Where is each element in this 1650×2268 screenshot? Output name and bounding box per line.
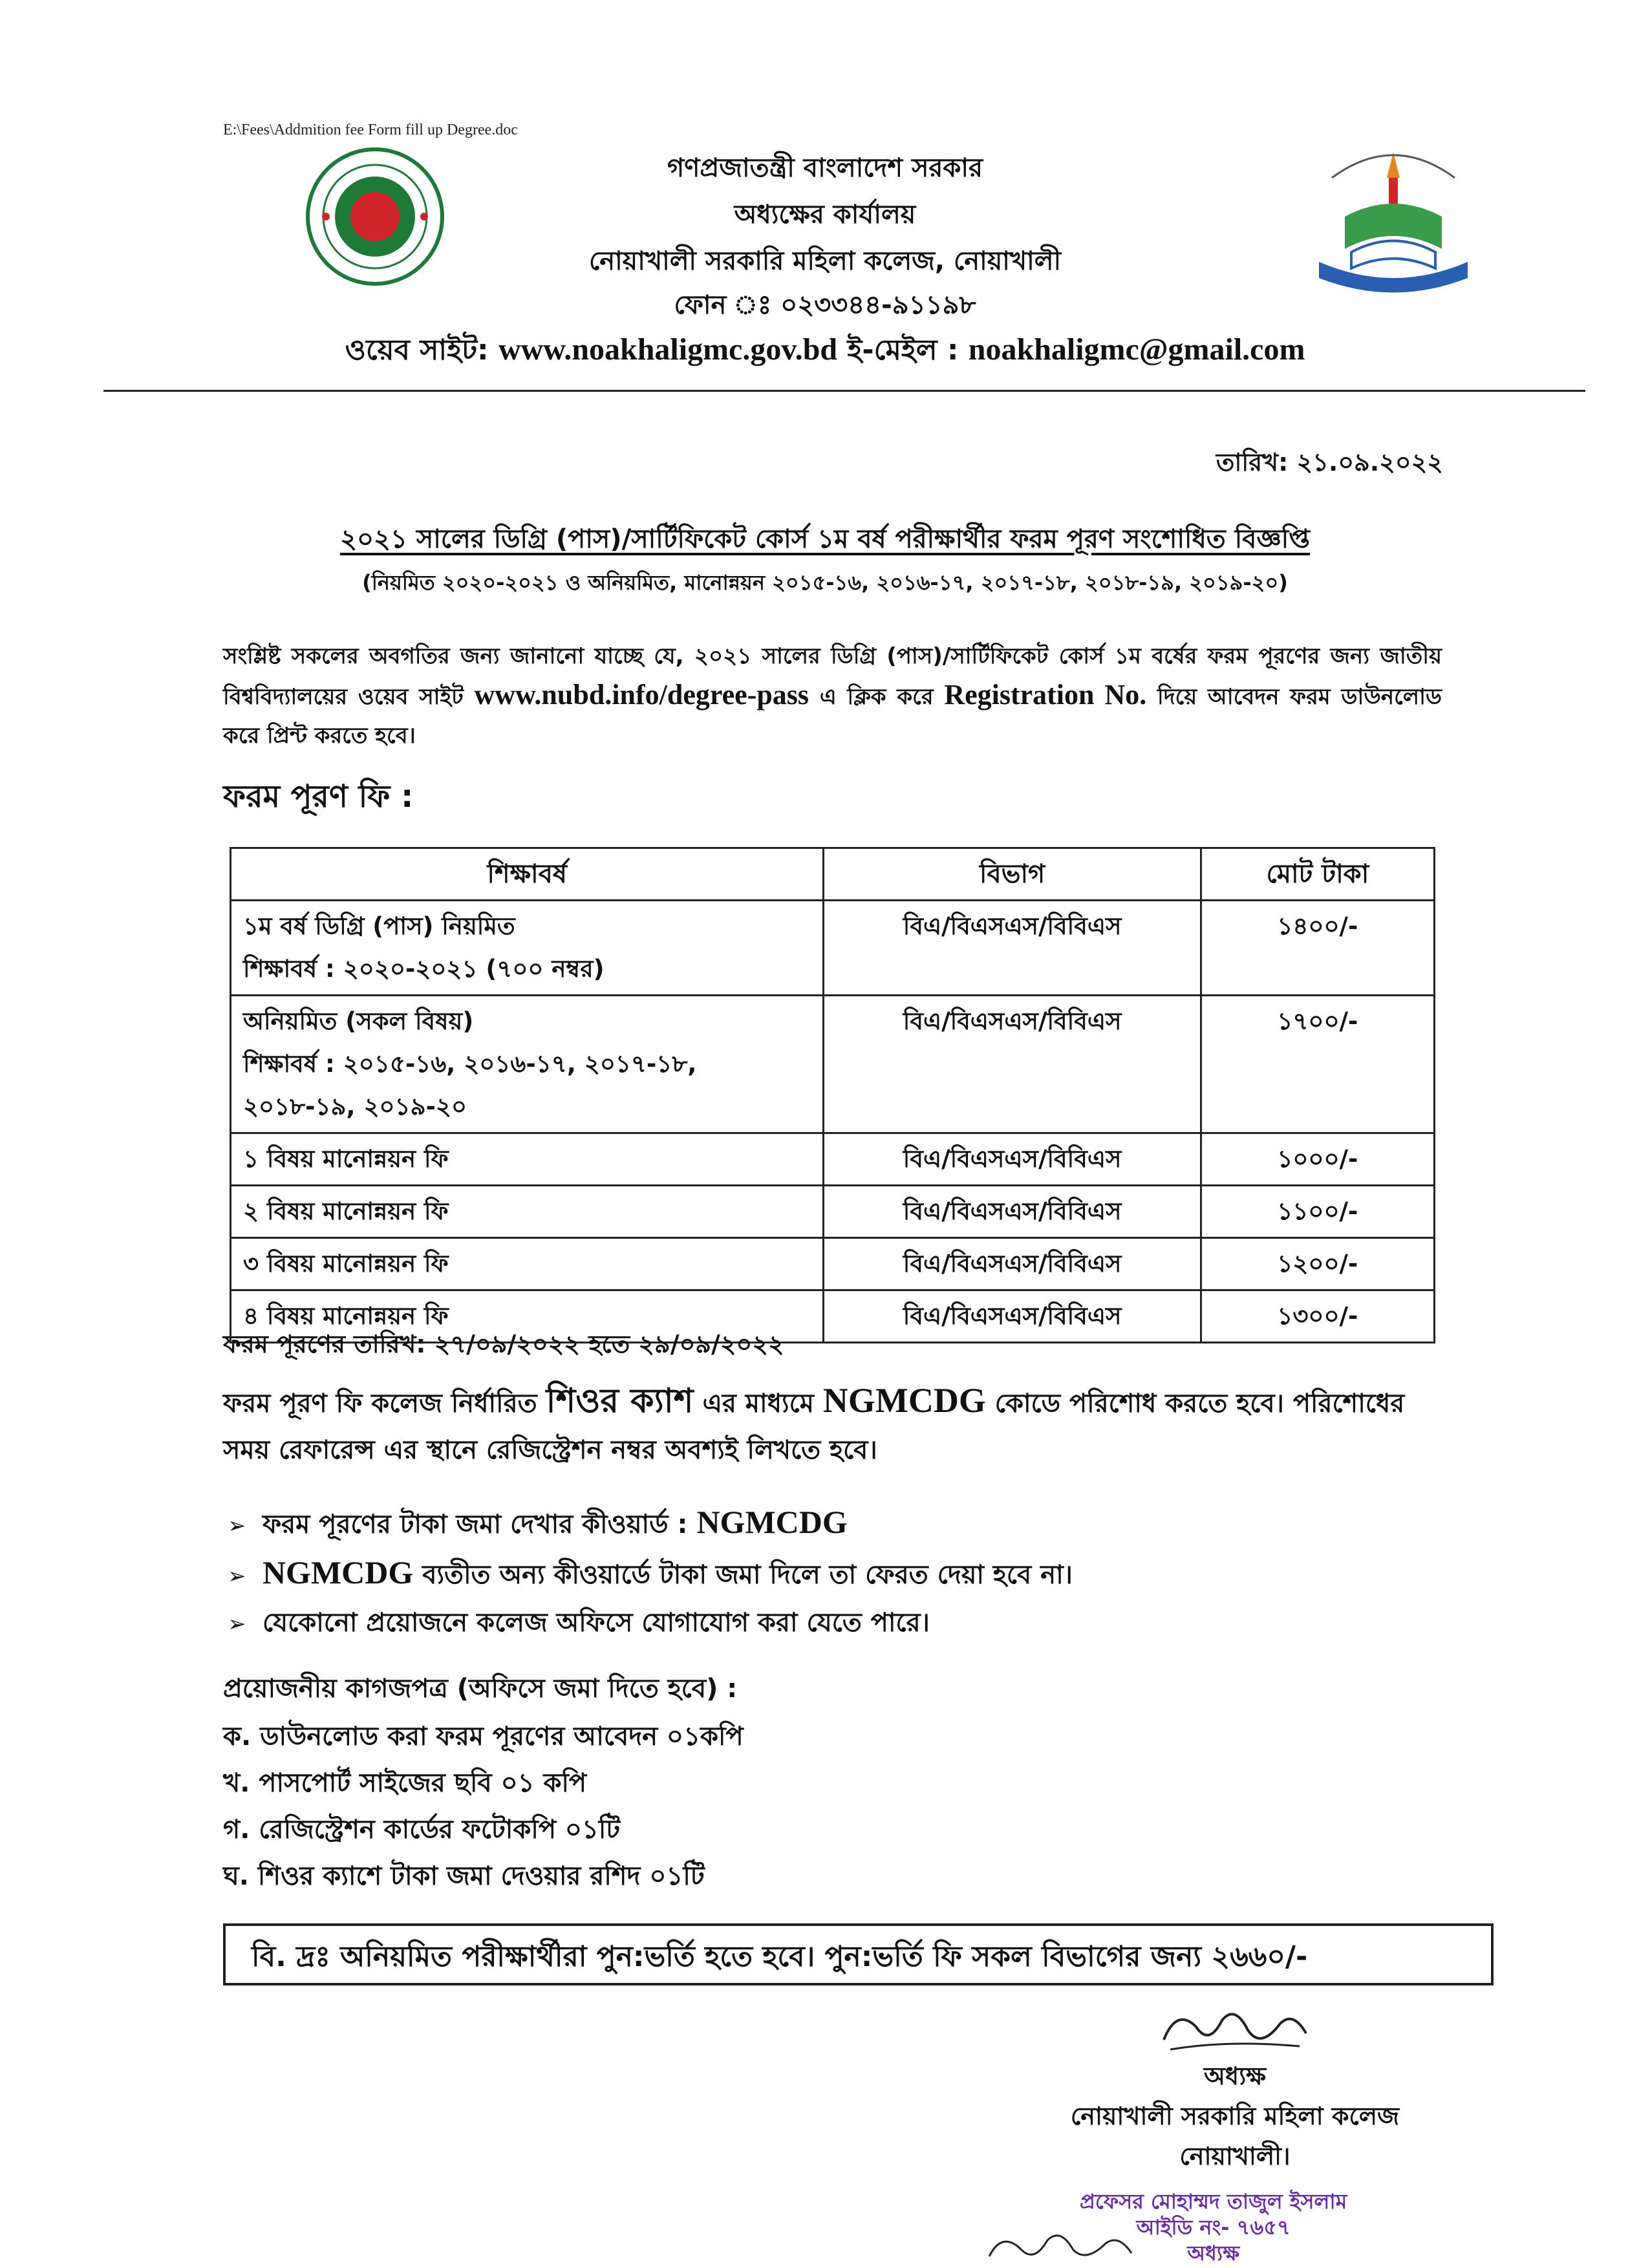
header-phone: ফোন ঃ ০২৩৩৪৪-৯১১৯৮ [674, 290, 976, 320]
cell-session: ৩ বিষয় মানোন্নয়ন ফি [231, 1238, 824, 1290]
nubd-url-link[interactable]: www.nubd.info/degree-pass [474, 679, 809, 711]
web-url-link[interactable]: www.noakhaligmc.gov.bd [498, 332, 838, 367]
email-label: ই-মেইল : [847, 334, 959, 367]
sure-cash-text: শিওর ক্যাশ [546, 1382, 694, 1420]
bullet-text: ফরম পূরণের টাকা জমা দেখার কীওয়ার্ড : [262, 1510, 688, 1539]
fee-table-header-row [231, 848, 1435, 901]
doc-item: খ. পাসপোর্ট সাইজের ছবি ০১ কপি [223, 1768, 587, 1798]
cell-department: বিএ/বিএসএস/বিবিএস [824, 996, 1201, 1133]
cell-session: ১ বিষয় মানোন্নয়ন ফি [231, 1133, 824, 1186]
doc-item: ঘ. শিওর ক্যাশে টাকা জমা দেওয়ার রশিদ ০১টি [223, 1861, 705, 1891]
intro-text-1: সংশ্লিষ্ট সকলের অবগতির জন্য জানানো যাচ্ছে যে, ২০২১ সালের ডিগ্রি (পাস)/সার্টিফিকেট কোর্স ১ম বর্ষের ফরম পূরণের জন্য জাতীয় বিশ্ববিদ্যালয়ের ওয়েব সাইট [223, 643, 1442, 710]
stamp-role: অধ্যক্ষ [1187, 2241, 1240, 2265]
cell-session: ৪ বিষয় মানোন্নয়ন ফি [231, 1290, 824, 1343]
table-row [231, 1238, 1435, 1290]
cell-amount: ১০০০/- [1201, 1133, 1434, 1186]
fee-table [230, 847, 1435, 1343]
cell-session: ২ বিষয় মানোন্নয়ন ফি [231, 1186, 824, 1238]
notice-subtitle: (নিয়মিত ২০২০-২০২১ ও অনিয়মিত, মানোন্নয়ন ২০১৫-১৬, ২০১৬-১৭, ২০১৭-১৮, ২০১৮-১৯, ২০১৯-২০) [362, 570, 1288, 595]
header-amount: মোট টাকা [1201, 848, 1434, 901]
signature-block [1009, 2056, 1461, 2176]
list-item [228, 1549, 1073, 1599]
form-fill-date: ফরম পূরণের তারিখ: ২৭/০৯/২০২২ হতে ২৯/০৯/২০২২ [223, 1330, 784, 1358]
payment-text-3: কোডে পরিশোধ করতে হবে। পরিশোধের সময় রেফারেন্স এর স্থানে রেজিস্ট্রেশন নম্বর অবশ্যই লিখতে হবে। [223, 1389, 1405, 1465]
header-department: বিভাগ [824, 848, 1201, 901]
arrow-bullet-icon: ➢ [228, 1563, 246, 1589]
fee-heading: ফরম পূরণ ফি : [223, 778, 414, 815]
note-box: বি. দ্রঃ অনিয়মিত পরীক্ষার্থীরা পুন:ভর্তি হতে হবে। পুন:ভর্তি ফি সকল বিভাগের জন্য ২৬৬০/- [223, 1923, 1494, 1985]
payment-text-2: এর মাধ্যমে [702, 1389, 814, 1418]
cell-amount: ১৩০০/- [1201, 1290, 1434, 1343]
intro-text-2: এ ক্লিক করে [819, 684, 934, 710]
instruction-list [228, 1499, 1073, 1647]
doc-item: গ. রেজিস্ট্রেশন কার্ডের ফটোকপি ০১টি [223, 1815, 621, 1845]
payment-text-1: ফরম পূরণ ফি কলেজ নির্ধারিত [223, 1389, 537, 1418]
cell-amount: ১১০০/- [1201, 1186, 1434, 1238]
table-row [231, 901, 1435, 996]
table-row [231, 1133, 1435, 1186]
bullet-keyword: NGMCDG [696, 1504, 848, 1540]
notice-title: ২০২১ সালের ডিগ্রি (পাস)/সার্টিফিকেট কোর্স ১ম বর্ষ পরীক্ষার্থীর ফরম পূরণ সংশোধিত বিজ্ঞপ্তি [339, 524, 1311, 554]
bullet-text: ব্যতীত অন্য কীওয়ার্ডে টাকা জমা দিলে তা ফেরত দেয়া হবে না। [422, 1560, 1073, 1590]
header-government: গণপ্রজাতন্ত্রী বাংলাদেশ সরকার [667, 153, 983, 183]
header-session: শিক্ষাবর্ষ [231, 848, 824, 901]
signature-role: অধ্যক্ষ [1203, 2062, 1266, 2090]
doc-item: ক. ডাউনলোড করা ফরম পূরণের আবেদন ০১কপি [223, 1722, 744, 1751]
cell-department: বিএ/বিএসএস/বিবিএস [824, 901, 1201, 996]
header-office: অধ্যক্ষের কার্যালয় [734, 200, 916, 230]
cell-amount: ১৭০০/- [1201, 996, 1434, 1133]
cell-department: বিএ/বিএসএস/বিবিএস [824, 1290, 1201, 1343]
notice-date: তারিখ: ২১.০৯.২০২২ [1216, 448, 1443, 476]
stamp-name: প্রফেসর মোহাম্মদ তাজুল ইসলাম [1080, 2189, 1347, 2214]
payment-code: NGMCDG [822, 1381, 986, 1420]
registration-no-text: Registration No. [944, 679, 1147, 711]
cell-amount: ১২০০/- [1201, 1238, 1434, 1290]
arrow-bullet-icon: ➢ [228, 1611, 246, 1637]
header-divider [103, 390, 1585, 392]
list-item [228, 1499, 1073, 1549]
signature-college: নোয়াখালী সরকারি মহিলা কলেজ [1070, 2102, 1400, 2130]
payment-paragraph [223, 1377, 1452, 1473]
cell-session: অনিয়মিত (সকল বিষয়) শিক্ষাবর্ষ : ২০১৫-১৬, ২০১৬-১৭, ২০১৭-১৮, ২০১৮-১৯, ২০১৯-২০ [231, 996, 824, 1133]
cell-department: বিএ/বিএসএস/বিবিএস [824, 1133, 1201, 1186]
required-docs-title: প্রয়োজনীয় কাগজপত্র (অফিসে জমা দিতে হবে) : [223, 1674, 738, 1704]
required-docs-list [223, 1713, 744, 1899]
list-item [228, 1599, 1073, 1647]
signature-city: নোয়াখালী। [1179, 2142, 1291, 2170]
table-row [231, 996, 1435, 1133]
file-path-label: E:\Fees\Addmition fee Form fill up Degree.doc [223, 122, 518, 138]
bullet-text: যেকোনো প্রয়োজনে কলেজ অফিসে যোগাযোগ করা যেতে পারে। [262, 1608, 930, 1638]
intro-text-3: দিয়ে আবেদন ফরম ডাউনলোড করে প্রিন্ট করতে হবে। [223, 684, 1442, 749]
bullet-keyword: NGMCDG [262, 1554, 414, 1590]
cell-department: বিএ/বিএসএস/বিবিএস [824, 1238, 1201, 1290]
principal-signature-icon [1151, 2001, 1319, 2059]
arrow-bullet-icon: ➢ [228, 1513, 246, 1539]
cell-session: ১ম বর্ষ ডিগ্রি (পাস) নিয়মিত শিক্ষাবর্ষ : ২০২০-২০২১ (৭০০ নম্বর) [231, 901, 824, 996]
header-college: নোয়াখালী সরকারি মহিলা কলেজ, নোয়াখালী [588, 246, 1062, 276]
cell-amount: ১৪০০/- [1201, 901, 1434, 996]
intro-paragraph [223, 637, 1442, 755]
email-link[interactable]: noakhaligmc@gmail.com [968, 332, 1305, 367]
header-contact [0, 328, 1650, 376]
table-row [231, 1186, 1435, 1238]
web-label: ওয়েব সাইট: [345, 334, 489, 367]
stamp-signature-icon [983, 2224, 1138, 2268]
stamp-id: আইডি নং- ৭৬৫৭ [1136, 2215, 1291, 2240]
cell-department: বিএ/বিএসএস/বিবিএস [824, 1186, 1201, 1238]
